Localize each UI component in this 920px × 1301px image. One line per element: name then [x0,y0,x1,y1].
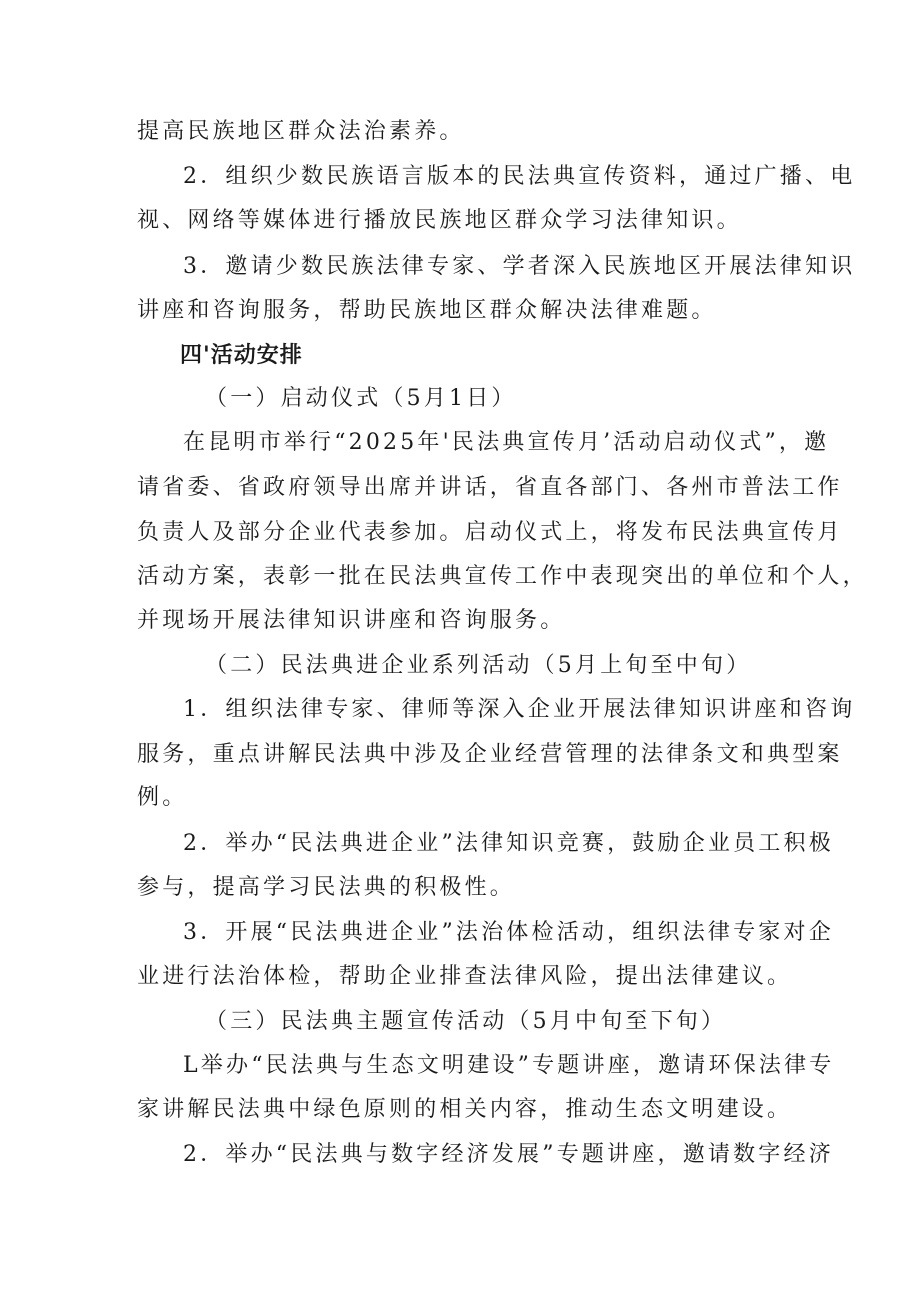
paragraph-line: 2．举办“民法典进企业”法律知识竞赛，鼓励企业员工积极 [183,831,834,856]
paragraph-line: 2．举办“民法典与数字经济发展”专题讲座，邀请数字经济 [183,1142,834,1167]
paragraph-line: 活动方案，表彰一批在民法典宣传工作中表现突出的单位和个人， [137,564,868,589]
paragraph-line: 负责人及部分企业代表参加。启动仪式上，将发布民法典宣传月 [137,520,843,545]
paragraph-line: 并现场开展法律知识讲座和咨询服务。 [137,608,566,633]
paragraph-line: L举办“民法典与生态文明建设”专题讲座，邀请环保法律专 [183,1053,835,1078]
paragraph-line: 3．开展“民法典进企业”法治体检活动，组织法律专家对企 [183,920,834,945]
subsection-heading: （三）民法典主题宣传活动（5月中旬至下旬） [205,1009,727,1034]
paragraph-line: 家讲解民法典中绿色原则的相关内容，推动生态文明建设。 [137,1097,793,1122]
paragraph-line: 2．组织少数民族语言版本的民法典宣传资料，通过广播、电 [183,164,856,189]
subsection-heading: （一）启动仪式（5月1日） [205,386,517,411]
paragraph-line: 提高民族地区群众法治素养。 [137,119,465,144]
paragraph-line: 业进行法治体检，帮助企业排查法律风险，提出法律建议。 [137,964,793,989]
section-heading: 四'活动安排 [180,343,303,368]
paragraph-line: 参与，提高学习民法典的积极性。 [137,875,516,900]
paragraph-line: 3．邀请少数民族法律专家、学者深入民族地区开展法律知识 [183,254,856,279]
paragraph-line: 服务，重点讲解民法典中涉及企业经营管理的法律条文和典型案 [137,742,843,767]
paragraph-line: 视、网络等媒体进行播放民族地区群众学习法律知识。 [137,208,742,233]
paragraph-line: 请省委、省政府领导出席并讲话，省直各部门、各州市普法工作 [137,475,843,500]
paragraph-line: 在昆明市举行“2025年'民法典宣传月’活动启动仪式”，邀 [183,430,830,455]
subsection-heading: （二）民法典进企业系列活动（5月上旬至中旬） [205,653,752,678]
paragraph-line: 例。 [137,785,188,810]
paragraph-line: 讲座和咨询服务，帮助民族地区群众解决法律难题。 [137,298,717,323]
paragraph-line: 1．组织法律专家、律师等深入企业开展法律知识讲座和咨询 [183,697,856,722]
